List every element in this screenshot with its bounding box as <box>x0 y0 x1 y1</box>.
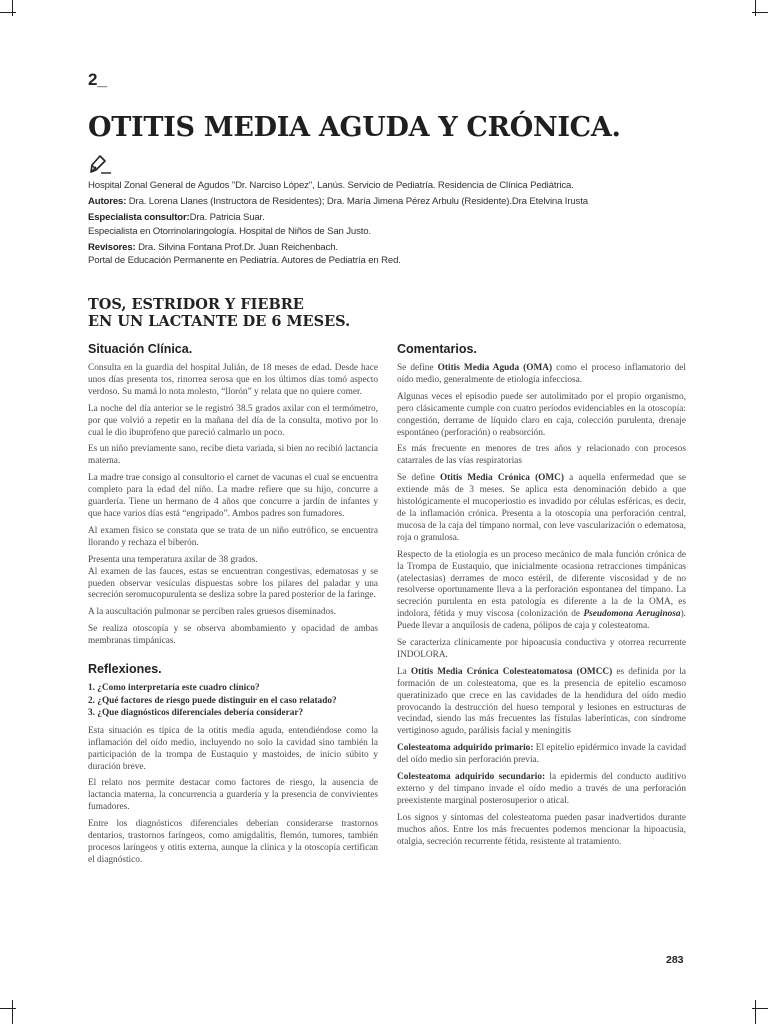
comment-paragraph: Los signos y síntomas del colesteatoma pueden pasar inadvertidos durante muchos años. Entre los más frecuentes podemos mencionar la hipoacusia, otalgia, secreción recurrente fétida, resistente al tratamiento. <box>397 812 686 847</box>
page-title: OTITIS MEDIA AGUDA Y CRÓNICA. <box>88 112 621 143</box>
consultant-text: Dra. Patricia Suar. <box>189 212 265 224</box>
question-item: 3. ¿Que diagnósticos diferenciales debería considerar? <box>88 708 304 719</box>
portal-line: Portal de Educación Permanente en Pediatría. Autores de Pediatría en Red. <box>88 255 401 267</box>
pen-nib-icon <box>88 153 112 175</box>
crop-mark-bottom-right <box>755 1000 756 1024</box>
consultant-line <box>88 211 688 224</box>
crop-mark-top-left-h <box>0 12 16 13</box>
chapter-number: 2_ <box>88 70 107 89</box>
credits-block <box>88 179 688 267</box>
consultant-label: Especialista consultor: <box>88 212 190 224</box>
reviewers-line <box>88 241 688 254</box>
reflection-questions <box>88 682 378 720</box>
authors-label: Autores: <box>88 196 127 208</box>
left-column <box>88 342 378 872</box>
reviewers-label: Revisores: <box>88 241 136 253</box>
term-omcc: Otitis Media Crónica Colesteatomatosa (OMCC) <box>410 666 613 677</box>
term-oma: Otitis Media Aguda (OMA) <box>437 363 553 373</box>
crop-mark-bottom-left-h <box>0 1008 16 1009</box>
crop-mark-top-right-h <box>752 12 768 13</box>
reflections-heading: Reflexiones. <box>88 662 162 677</box>
comment-paragraph: Colesteatoma adquirido primario: El epitelio epidérmico invade la cavidad del oído medio sin perforación previa. <box>397 743 686 766</box>
situation-paragraph: Consulta en la guardia del hospital Julián, de 18 meses de edad. Desde hace unos días presenta tos, rinorrea serosa que en los últimos días tomó aspecto verdoso. Su mamá lo nota molesto, “llorón” y relata que no quiere comer. <box>88 363 378 397</box>
term-secundario: Colesteatoma adquirido secundario: <box>397 772 546 783</box>
situation-heading: Situación Clínica. <box>88 342 193 356</box>
situation-paragraph: Es un niño previamente sano, recibe dieta variada, si bien no recibió lactancia materna. <box>88 444 378 467</box>
reflection-paragraph: Esta situación es típica de la otitis media aguda, entendiéndose como la inflamación del oído medio, incluyendo no solo la cavidad sino también la participación de la trompa de Eustaquio y mastoides, de inicio súbito y duración breve. <box>88 725 378 772</box>
question-item: 1. ¿Como interpretaría este cuadro clínico? <box>88 683 260 694</box>
case-title-line-1: TOS, ESTRIDOR Y FIEBRE <box>88 296 304 313</box>
case-title-line-2: EN UN LACTANTE DE 6 MESES. <box>88 313 351 330</box>
authors-line <box>88 195 688 208</box>
comment-paragraph: Algunas veces el episodio puede ser autolimitado por el propio organismo, pero clásicamente cumple con cuatro períodos evidenciables en la otoscopía: congestión, derrame de líquido claro en caja, colección purulenta, drenaje espontáneo (perforación) o reabsorción. <box>397 391 686 438</box>
situation-paragraph: Al examen físico se constata que se trata de un niño eutrófico, se encuentra llorando y rechaza el biberón. <box>88 525 378 548</box>
situation-paragraph: Se realiza otoscopía y se observa abombamiento y opacidad de ambas membranas timpánicas. <box>88 624 378 647</box>
comments-heading: Comentarios. <box>397 342 477 356</box>
term-primario: Colesteatoma adquirido primario: <box>397 743 534 754</box>
authors-text: Dra. Lorena Llanes (Instructora de Residentes); Dra. María Jimena Pérez Arbulu (Residente).Dra Etelvina Irusta <box>128 196 588 208</box>
reflection-paragraph: Entre los diagnósticos diferenciales deberían considerarse trastornos dentarios, trastornos faríngeos, como amigdalitis, flemón, tumores, también procesos laríngeos y otitis externa, aunque la clínica y la otoscopía certifican el diagnóstico. <box>88 819 378 865</box>
hospital-line: Hospital Zonal General de Agudos "Dr. Narciso López", Lanús. Servicio de Pediatría. Residencia de Clínica Pediátrica. <box>88 180 574 191</box>
situation-paragraph: La noche del día anterior se le registró 38.5 grados axilar con el termómetro, por que volvió a repetir en la mañana del día de la consulta, motivo por lo cual le dio ibuprofeno que pareció calmarlo un poco. <box>88 403 378 438</box>
consultant-detail: Especialista en Otorrinolaringología. Hospital de Niños de San Justo. <box>88 225 371 237</box>
crop-mark-top-left <box>12 0 13 16</box>
reflection-paragraph: El relato nos permite destacar como factores de riesgo, la ausencia de lactancia materna, la concurrencia a guardería y la presencia de convivientes fumadores. <box>88 778 378 813</box>
comment-paragraph: Respecto de la etiología es un proceso mecánico de mala función crónica de la Trompa de Eustaquio, que inicialmente ocasiona retracciones timpánicas (atelectasias) derrames de moco estéril, de diferente viscosidad y de no resolverse oportunamente lleva a la perforación espontanea del tímpano. La secreción purulenta en esta patología es diferente a la de la OMA, es indolora, fétida y muy viscosa (colonización de Pseudomona Aeruginosa). Puede llevar a anquilosis de cadena, pólipos de caja y colesteatoma. <box>397 549 686 632</box>
crop-mark-bottom-left <box>12 1000 13 1024</box>
crop-mark-bottom-right-h <box>752 1008 768 1009</box>
crop-mark-top-right <box>755 0 756 16</box>
reviewers-text: Dra. Silvina Fontana Prof.Dr. Juan Reichenbach. <box>138 241 338 253</box>
right-column <box>397 342 686 854</box>
term-omc: Otitis Media Crónica (OMC) <box>439 473 564 484</box>
situation-paragraph: A la auscultación pulmonar se perciben rales gruesos diseminados. <box>88 607 337 618</box>
comment-paragraph: Se caracteriza clínicamente por hipoacusia conductiva y otorrea recurrente INDOLORA. <box>397 638 686 660</box>
situation-paragraph: Al examen de las fauces, estas se encuentran congestivas, edematosas y se pueden observar vesículas dispuestas sobre los pilares del paladar y una secreción seromucopurulenta se desliza sobre la pared posterior de la faringe. <box>88 566 378 601</box>
comment-paragraph: Se define Otitis Media Aguda (OMA) como el proceso inflamatorio del oído medio, generalmente de etiología infecciosa. <box>397 363 686 385</box>
case-title <box>88 296 488 330</box>
term-pseudomona: Pseudomona Aeruginosa <box>583 609 681 620</box>
situation-paragraph: La madre trae consigo al consultorio el carnet de vacunas el cual se encuentra completo para la edad del niño. La madre refiere que su hijo, concurre a guardería. Tiene un hermano de 4 años que concurre a jardín de infantes y que hace varios días está “engripado”. Ambos padres son fumadores. <box>88 473 378 519</box>
comment-paragraph: Es más frecuente en menores de tres años y relacionado con procesos catarrales de las vías respiratorias <box>397 444 686 467</box>
comment-paragraph: La Otitis Media Crónica Colesteatomatosa (OMCC) es definida por la formación de un colesteatoma, que es la presencia de epitelio escamoso queratinizado que crece en las cavidades de la hendidura del oído medio provocando la destrucción del hueso temporal y lesiones en estructuras de vecindad, siendo las más frecuentes las fístulas laberínticas, con síndrome vertiginoso agudo, parálisis facial y meningitis <box>397 666 686 737</box>
situation-paragraph: Presenta una temperatura axilar de 38 grados. <box>88 554 258 565</box>
question-item: 2. ¿Qué factores de riesgo puede distinguir en el caso relatado? <box>88 695 337 706</box>
page-number: 283 <box>666 954 684 966</box>
comment-paragraph: Colesteatoma adquirido secundario: la epidermis del conducto auditivo externo y del tímpano invade el oído medio a través de una perforación preexistente marginal posterosuperior o atical. <box>397 772 686 806</box>
comment-paragraph: Se define Otitis Media Crónica (OMC) a aquella enfermedad que se extiende más de 3 meses. Se aplica esta denominación debido a que histológicamente el mucoperiostio es invadido por células esféricas, es decir, de la inflamación crónica. Presenta a la otoscopía una perforación central, mucosa de la caja del tímpano normal, con leve vascularización o edematosa, roja o granulosa. <box>397 473 686 543</box>
